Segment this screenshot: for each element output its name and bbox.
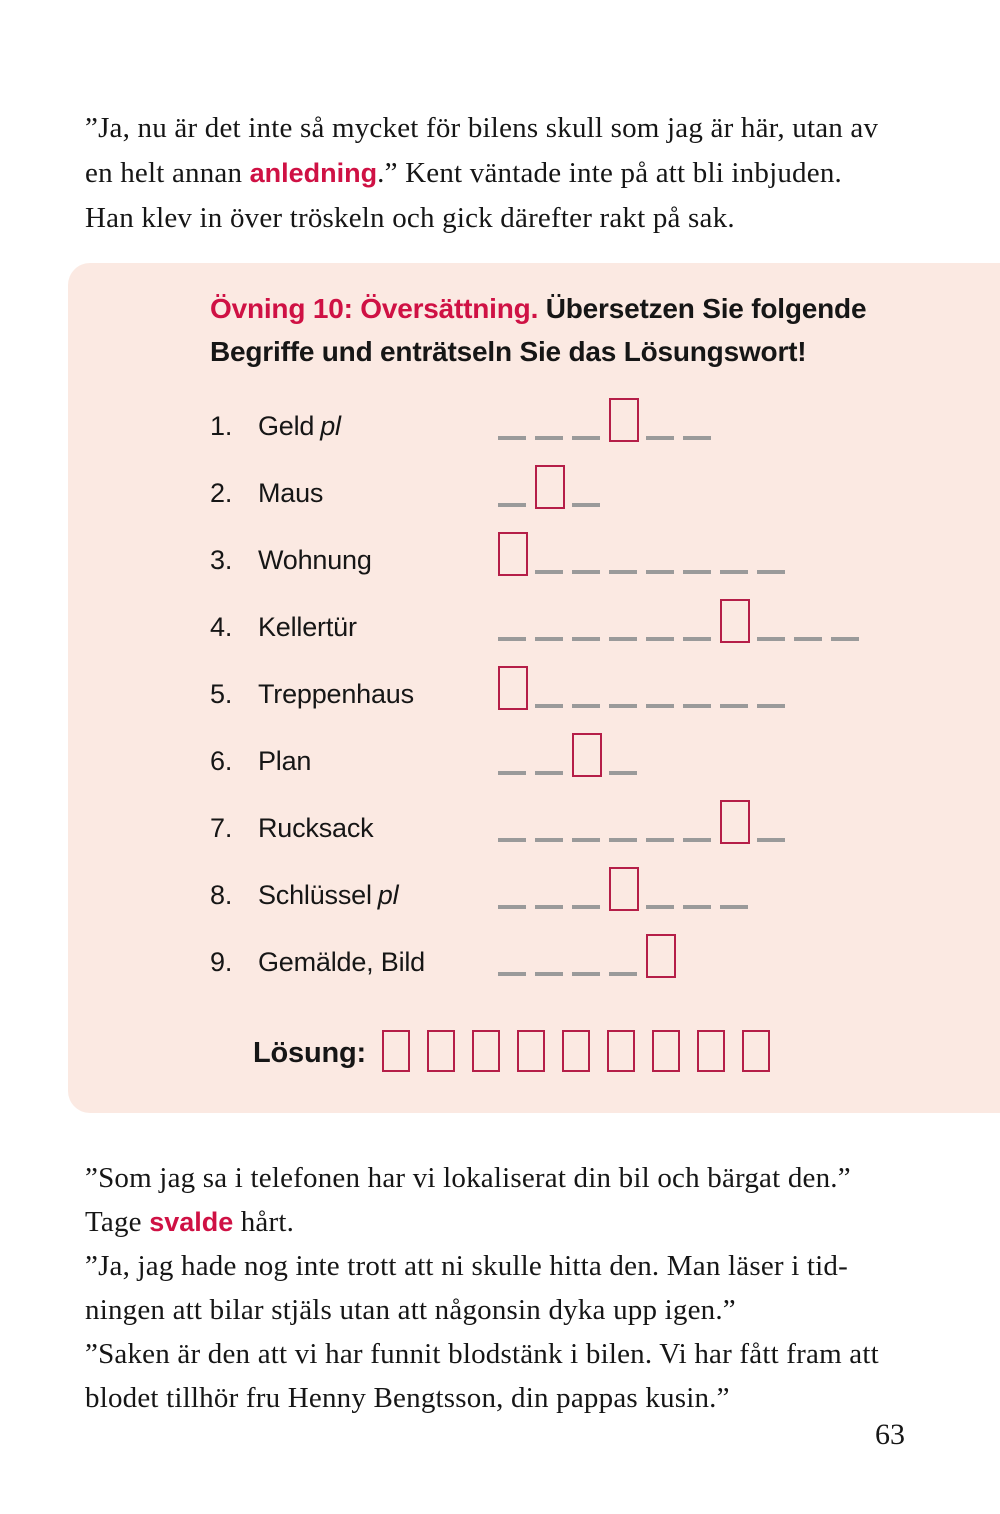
blank-dash <box>535 771 563 775</box>
text-segment: ”Ja, nu är det inte så mycket för bilens skull som jag är här, utan av <box>85 112 879 144</box>
text-segment: .” Kent väntade inte på att bli inbjuden. <box>377 157 842 189</box>
item-number: 7. <box>210 813 233 843</box>
blank-dash <box>498 637 526 641</box>
term-word: Maus <box>258 478 324 508</box>
solution-letter-box <box>472 1030 500 1072</box>
item-term <box>258 545 498 576</box>
highlighted-word: anledning <box>249 158 378 188</box>
answer-pattern <box>498 465 609 509</box>
blank-dash <box>646 637 674 641</box>
item-term <box>258 679 498 710</box>
text-segment: Han klev in över tröskeln och gick därefter rakt på sak. <box>85 202 735 234</box>
item-number: 5. <box>210 679 233 709</box>
text-segment: ningen att bilar stjäls utan att någonsin dyka upp igen.” <box>85 1294 736 1326</box>
letter-box <box>498 532 528 576</box>
text-segment: ”Ja, jag hade nog inte trott att ni skulle hitta den. Man läser i tid- <box>85 1250 848 1282</box>
solution-letter-box <box>697 1030 725 1072</box>
blank-dash <box>609 570 637 574</box>
highlighted-word: svalde <box>149 1207 234 1237</box>
blank-dash <box>535 436 563 440</box>
letter-box <box>720 800 750 844</box>
blank-dash <box>831 637 859 641</box>
blank-dash <box>609 972 637 976</box>
answer-pattern <box>498 934 683 978</box>
text-line <box>210 287 950 330</box>
blank-dash <box>535 838 563 842</box>
term-word: Plan <box>258 746 312 776</box>
blank-dash <box>683 436 711 440</box>
text-line <box>85 1332 925 1376</box>
item-number: 9. <box>210 947 233 977</box>
blank-dash <box>683 905 711 909</box>
exercise-item <box>210 442 970 509</box>
solution-label: Lösung: <box>253 1037 366 1069</box>
solution-letter-box <box>607 1030 635 1072</box>
term-grammar-note: pl <box>320 411 341 441</box>
highlighted-word: Övning 10: Översättning. <box>210 293 539 324</box>
blank-dash <box>683 570 711 574</box>
exercise-box <box>68 263 1000 1113</box>
blank-dash <box>498 972 526 976</box>
blank-dash <box>572 570 600 574</box>
text-line <box>85 1200 925 1244</box>
term-word: Treppenhaus <box>258 679 414 709</box>
solution-letter-box <box>652 1030 680 1072</box>
blank-dash <box>757 704 785 708</box>
item-number: 8. <box>210 880 233 910</box>
page-number: 63 <box>875 1418 905 1451</box>
intro-paragraph <box>85 106 925 241</box>
text-line <box>85 106 925 151</box>
item-number: 2. <box>210 478 233 508</box>
term-word: Kellertür <box>258 612 357 642</box>
blank-dash <box>757 570 785 574</box>
blank-dash <box>646 838 674 842</box>
letter-box <box>609 867 639 911</box>
text-line <box>85 196 925 241</box>
text-segment: ”Saken är den att vi har funnit blodstänk i bilen. Vi har fått fram att <box>85 1338 879 1370</box>
solution-letter-box <box>427 1030 455 1072</box>
text-segment: Begriffe und enträtseln Sie das Lösungswort! <box>210 336 807 367</box>
exercise-item <box>210 509 970 576</box>
blank-dash <box>572 838 600 842</box>
letter-box <box>646 934 676 978</box>
blank-dash <box>498 771 526 775</box>
blank-dash <box>683 704 711 708</box>
blank-dash <box>646 704 674 708</box>
item-number: 6. <box>210 746 233 776</box>
exercise-item <box>210 576 970 643</box>
exercise-item <box>210 643 970 710</box>
term-word: Geld <box>258 411 315 441</box>
blank-dash <box>572 905 600 909</box>
blank-dash <box>646 436 674 440</box>
exercise-items <box>210 375 970 978</box>
exercise-item <box>210 777 970 844</box>
blank-dash <box>720 570 748 574</box>
text-segment: en helt annan <box>85 157 250 189</box>
text-segment: ”Som jag sa i telefonen har vi lokaliserat din bil och bärgat den.” <box>85 1162 851 1194</box>
item-term <box>258 947 498 978</box>
blank-dash <box>498 436 526 440</box>
answer-pattern <box>498 599 868 643</box>
blank-dash <box>535 972 563 976</box>
item-number: 4. <box>210 612 233 642</box>
letter-box <box>498 666 528 710</box>
text-segment: blodet tillhör fru Henny Bengtsson, din pappas kusin.” <box>85 1382 730 1414</box>
answer-pattern <box>498 666 794 710</box>
blank-dash <box>646 570 674 574</box>
term-word: Wohnung <box>258 545 372 575</box>
answer-pattern <box>498 867 757 911</box>
item-term <box>258 813 498 844</box>
letter-box <box>720 599 750 643</box>
blank-dash <box>498 838 526 842</box>
exercise-item <box>210 375 970 442</box>
answer-pattern <box>498 398 720 442</box>
text-line <box>210 330 950 373</box>
blank-dash <box>572 503 600 507</box>
blank-dash <box>609 838 637 842</box>
blank-dash <box>683 637 711 641</box>
item-term <box>258 880 498 911</box>
solution-row <box>253 1016 787 1078</box>
blank-dash <box>498 905 526 909</box>
item-number: 3. <box>210 545 233 575</box>
blank-dash <box>609 704 637 708</box>
item-term <box>258 612 498 643</box>
item-term <box>258 478 498 509</box>
letter-box <box>572 733 602 777</box>
blank-dash <box>535 905 563 909</box>
blank-dash <box>757 838 785 842</box>
blank-dash <box>572 704 600 708</box>
letter-box <box>609 398 639 442</box>
exercise-item <box>210 911 970 978</box>
text-line <box>85 1376 925 1420</box>
solution-letter-box <box>382 1030 410 1072</box>
solution-letter-box <box>742 1030 770 1072</box>
blank-dash <box>683 838 711 842</box>
text-segment: hårt. <box>233 1206 295 1238</box>
blank-dash <box>609 637 637 641</box>
outro-paragraph <box>85 1156 925 1420</box>
term-word: Schlüssel <box>258 880 372 910</box>
item-number: 1. <box>210 411 233 441</box>
exercise-item <box>210 710 970 777</box>
blank-dash <box>535 704 563 708</box>
answer-pattern <box>498 733 646 777</box>
solution-letter-box <box>517 1030 545 1072</box>
blank-dash <box>720 905 748 909</box>
blank-dash <box>609 771 637 775</box>
text-line <box>85 1288 925 1332</box>
solution-boxes <box>382 1030 787 1078</box>
term-grammar-note: pl <box>377 880 399 910</box>
blank-dash <box>720 704 748 708</box>
text-line <box>85 1156 925 1200</box>
answer-pattern <box>498 532 794 576</box>
term-word: Gemälde, Bild <box>258 947 425 977</box>
blank-dash <box>572 436 600 440</box>
blank-dash <box>646 905 674 909</box>
blank-dash <box>535 570 563 574</box>
exercise-item <box>210 844 970 911</box>
blank-dash <box>794 637 822 641</box>
blank-dash <box>572 637 600 641</box>
text-segment: Tage <box>85 1206 150 1238</box>
blank-dash <box>498 503 526 507</box>
answer-pattern <box>498 800 794 844</box>
term-word: Rucksack <box>258 813 374 843</box>
text-line <box>85 151 925 196</box>
text-segment: Übersetzen Sie folgende <box>538 293 867 324</box>
exercise-header <box>210 287 950 373</box>
item-term <box>258 746 498 777</box>
solution-letter-box <box>562 1030 590 1072</box>
text-line <box>85 1244 925 1288</box>
blank-dash <box>757 637 785 641</box>
letter-box <box>535 465 565 509</box>
item-term <box>258 411 498 442</box>
blank-dash <box>535 637 563 641</box>
blank-dash <box>572 972 600 976</box>
